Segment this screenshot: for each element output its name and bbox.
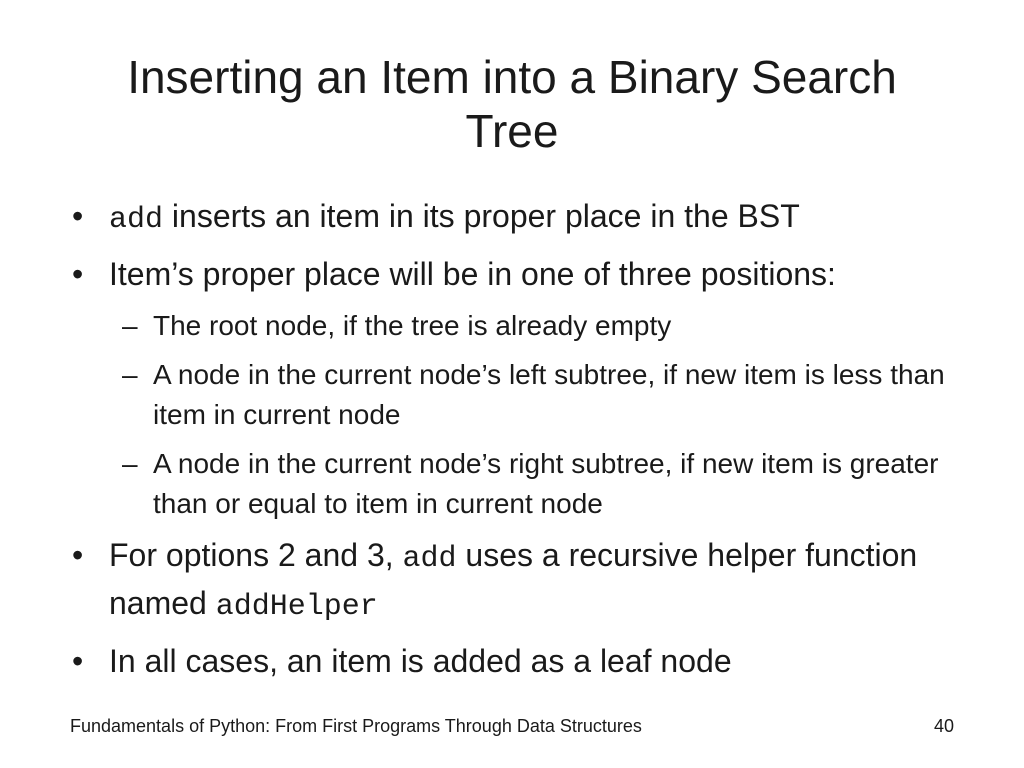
bullet-marker: •: [72, 643, 84, 679]
bullet-proper-place: [72, 252, 972, 296]
bullet-text: For options 2 and 3,: [109, 537, 403, 573]
bullet-text: In all cases, an item is added as a leaf node: [109, 643, 732, 679]
bullet-leaf-node: [72, 639, 972, 683]
code-add: add: [109, 203, 164, 237]
title-line-1: Inserting an Item into a Binary Search: [127, 51, 897, 103]
bullet-marker: •: [72, 198, 84, 234]
subbullet-left-subtree: [72, 355, 972, 435]
subbullet-right-subtree: [72, 444, 972, 524]
subbullet-text: A node in the current node’s right subtree, if new item is greater than or equal to item in current node: [153, 448, 939, 519]
bullet-text: Item’s proper place will be in one of three positions:: [109, 256, 836, 292]
slide-footer: Fundamentals of Python: From First Programs Through Data Structures: [70, 716, 642, 736]
bullet-recursive-helper: [72, 533, 972, 629]
bullet-text: uses a recursive helper function named: [109, 537, 918, 621]
subbullet-root-node: [72, 306, 972, 346]
bullet-text: inserts an item in its proper place in the BST: [163, 198, 800, 234]
code-addhelper: addHelper: [215, 590, 378, 624]
bullet-marker: •: [72, 537, 84, 573]
bullet-add-inserts: [72, 194, 972, 242]
subbullet-text: The root node, if the tree is already empty: [153, 310, 672, 341]
slide-title: [40, 50, 984, 158]
subbullet-text: A node in the current node’s left subtree, if new item is less than item in current node: [153, 359, 945, 430]
page-number: 40: [933, 716, 954, 736]
title-line-2: Tree: [465, 105, 559, 157]
bullet-marker: •: [72, 256, 84, 292]
subbullet-marker: –: [122, 310, 138, 341]
subbullet-marker: –: [122, 359, 138, 390]
slide-content: [72, 194, 972, 693]
code-add: add: [402, 542, 457, 576]
subbullet-marker: –: [122, 448, 138, 479]
